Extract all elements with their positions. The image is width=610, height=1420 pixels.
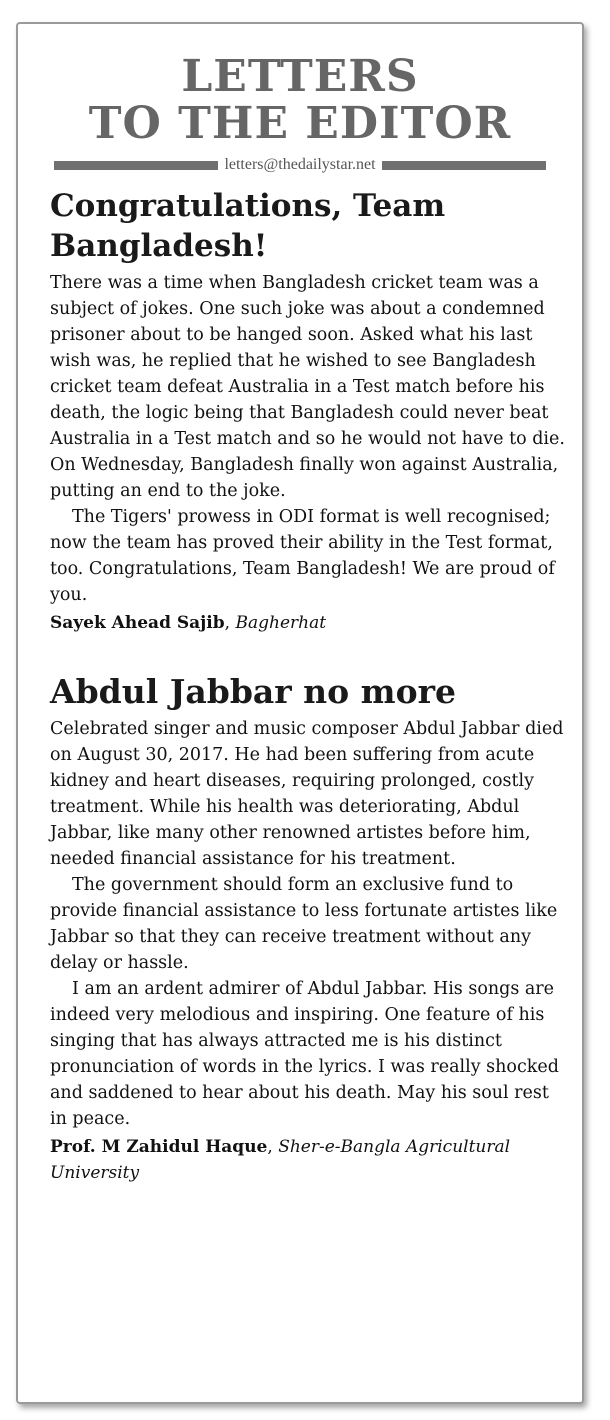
letter-1-author: Sayek Ahead Sajib [50,613,225,633]
email-row [54,154,546,176]
letter-2-author: Prof. M Zahidul Haque [50,1137,268,1157]
letter-2-paragraph-1: Celebrated singer and music composer Abdul Jabbar died on August 30, 2017. He had been suffering from acute kidney and heart diseases, requiring prolonged, costly treatment. While his health was deteriorating, Abdul Jabbar, like many other renowned artistes before him, needed financial assistance for his treatment. [50,719,564,869]
masthead-title-line2: TO THE EDITOR [88,98,512,149]
letter-1-byline: Sayek Ahead Sajib, Bagherhat [50,613,327,633]
letter-1 [18,186,582,636]
right-rule [382,161,546,170]
letter-1-place: Bagherhat [235,613,327,633]
letter-2-headline: Abdul Jabbar no more [50,672,456,711]
letter-1-paragraph-1: There was a time when Bangladesh cricket team was a subject of jokes. One such joke was about a condemned prisoner about to be hanged soon. Asked what his last wish was, he replied that he wished to see Bangladesh cricket team defeat Australia in a Test match before his death, the logic being that Bangladesh could never beat Australia in a Test match and so he would not have to die. On Wednesday, Bangladesh finally won against Australia, putting an end to the joke. [50,273,565,501]
letters-card [16,22,584,1404]
letter-2 [18,672,582,1186]
letter-1-paragraph-2: The Tigers' prowess in ODI format is well recognised; now the team has proved their ability in the Test format, too. Congratulations, Team Bangladesh! We are proud of you. [50,507,555,605]
letter-2-place: Sher-e-Bangla Agricultural University [50,1137,511,1183]
editor-email: letters@thedailystar.net [224,156,376,173]
left-rule [54,161,218,170]
letter-1-headline: Congratulations, Team Bangladesh! [50,188,446,264]
letter-2-paragraph-3: I am an ardent admirer of Abdul Jabbar. His songs are indeed very melodious and inspiring. One feature of his singing that has always attracted me is his distinct pronunciation of words in the lyrics. I was really shocked and saddened to hear about his death. May his soul rest in peace. [50,979,559,1129]
letter-2-paragraph-2: The government should form an exclusive fund to provide financial assistance to less fortunate artistes like Jabbar so that they can receive treatment without any delay or hassle. [50,875,558,973]
masthead [18,51,582,149]
masthead-title-line1: LETTERS [181,51,419,102]
letter-2-byline: Prof. M Zahidul Haque, Sher-e-Bangla Agricultural University [50,1137,511,1183]
